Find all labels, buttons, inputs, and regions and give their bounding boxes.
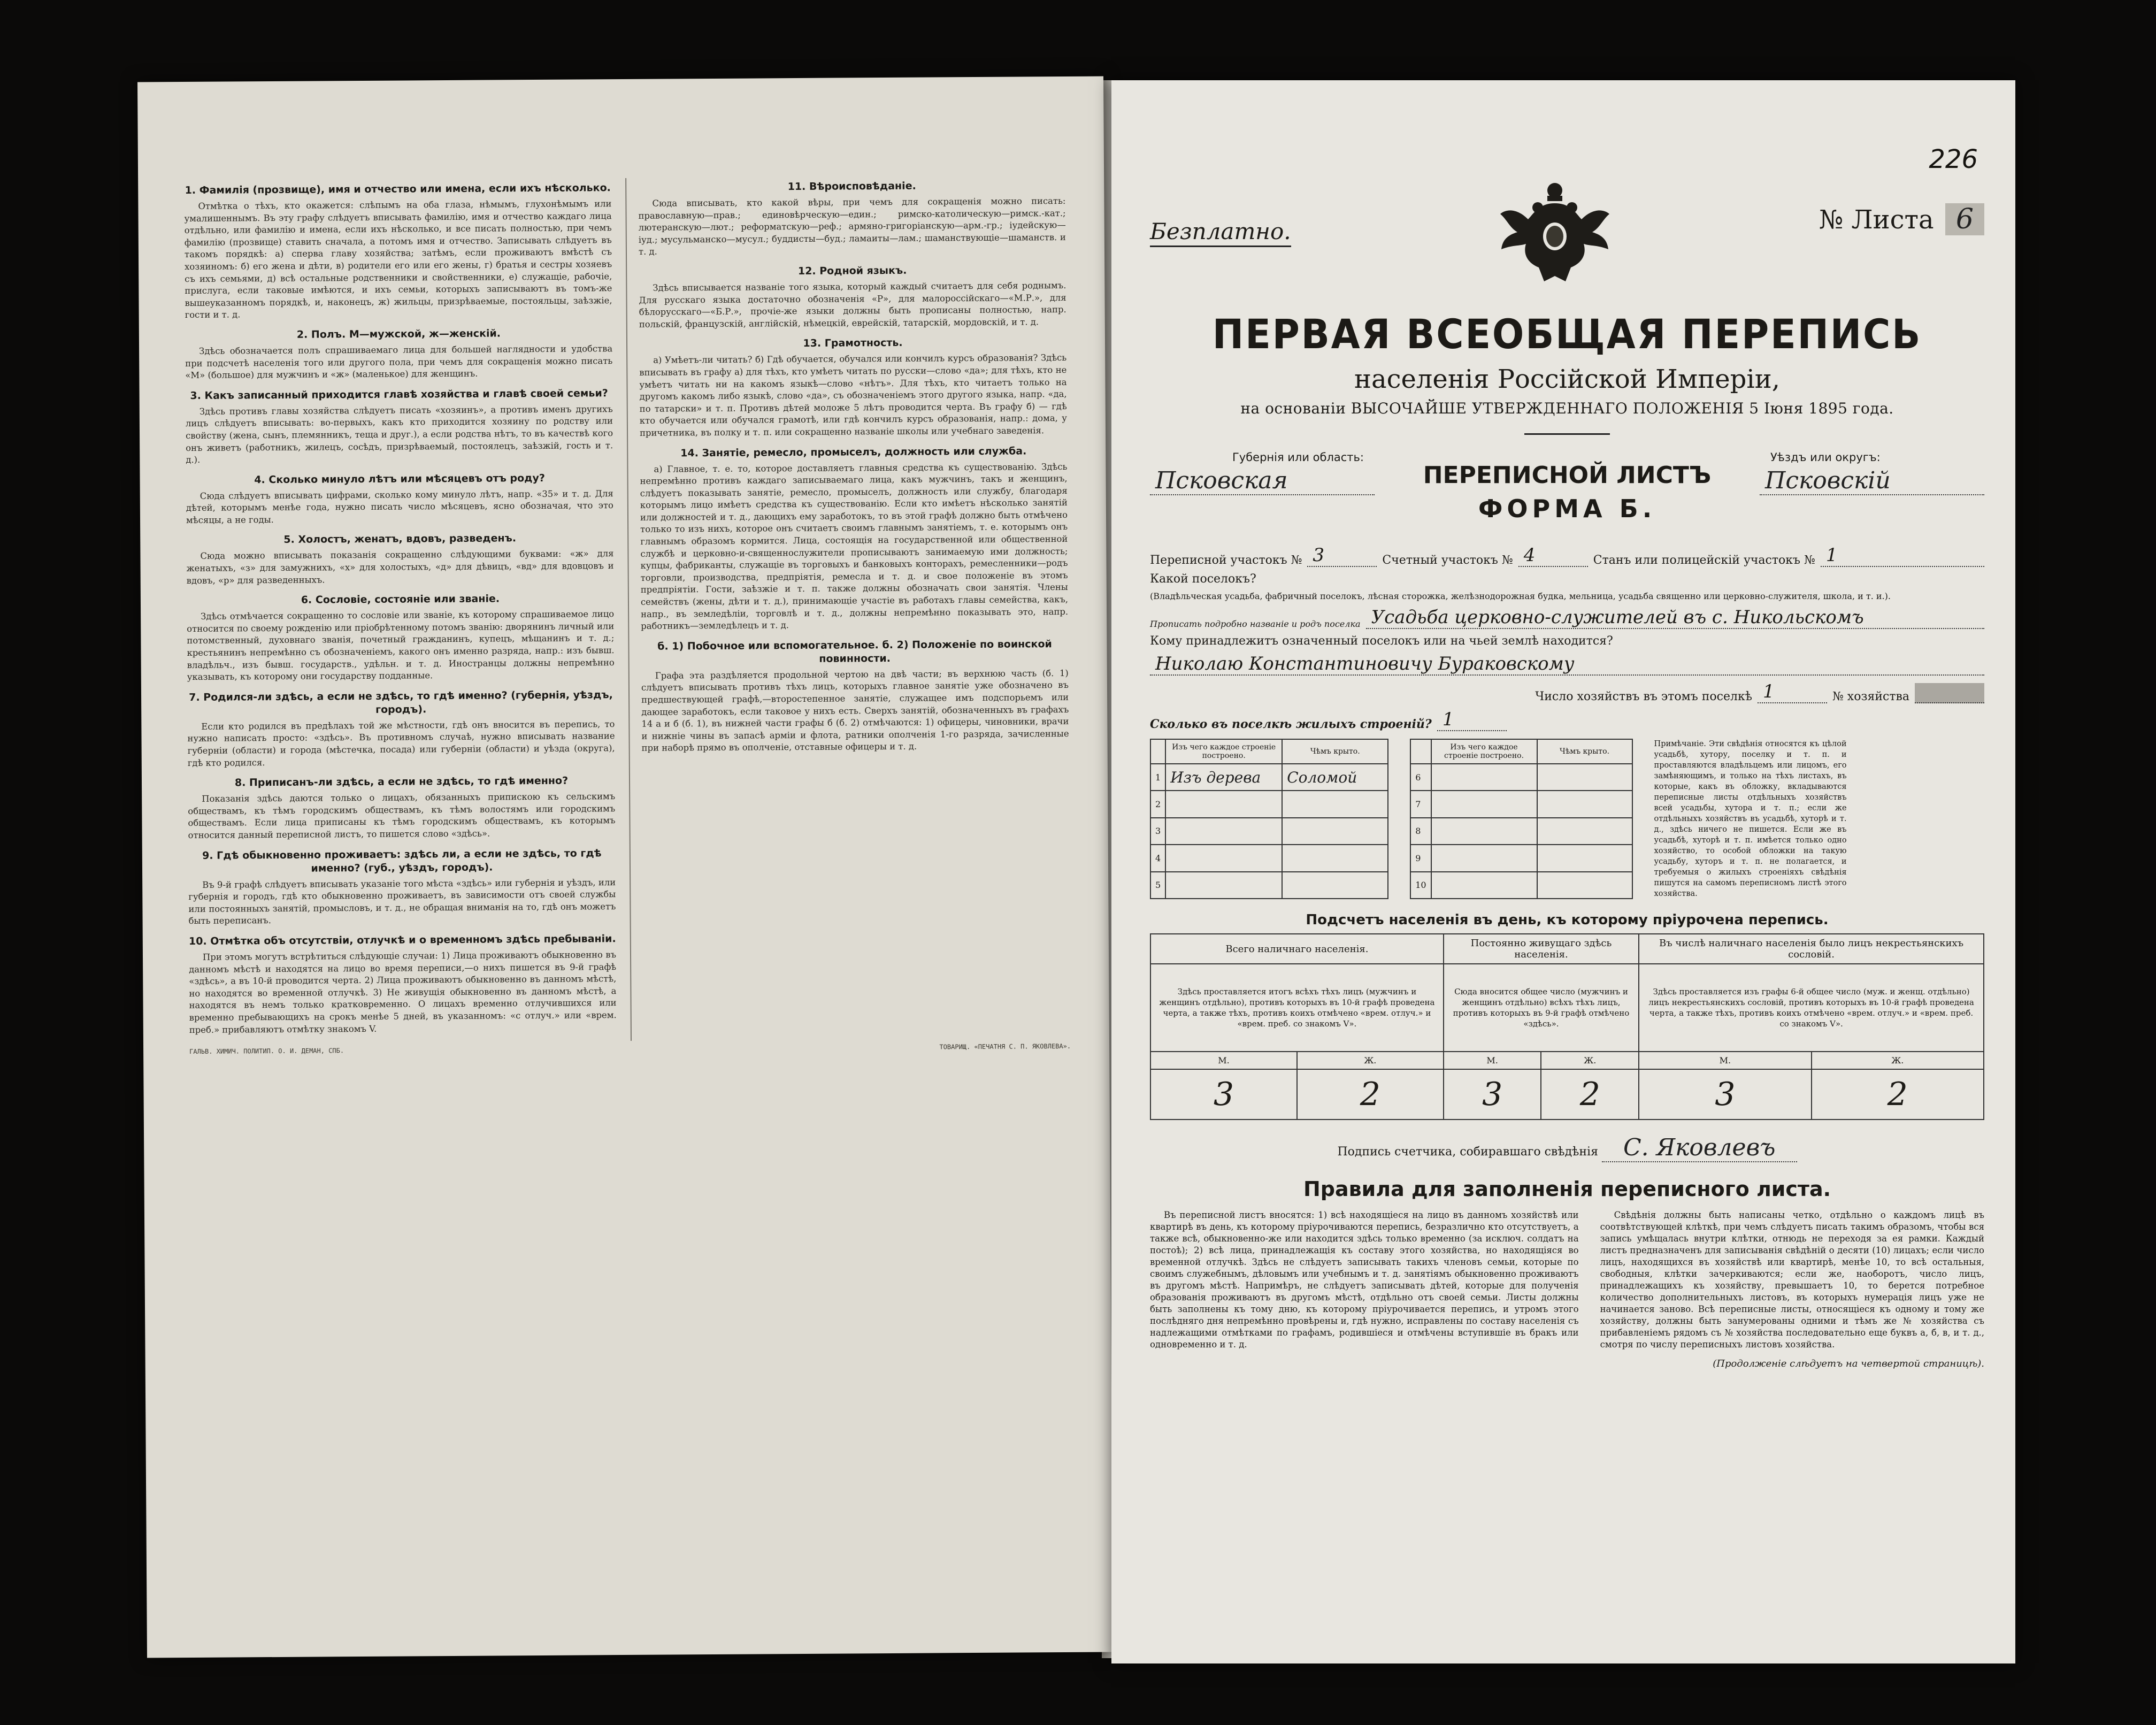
count-desc-resident: Сюда вносится общее число (мужчинъ и женщинъ отдѣльно) всѣхъ тѣхъ лицъ, противъ которыхъ въ 9-й графѣ отмѣчено «здѣсь». — [1444, 964, 1639, 1052]
count-m-label: М. — [1639, 1052, 1811, 1069]
instruction-item — [188, 774, 616, 841]
owner-label: Кому принадлежитъ означенный поселокъ или на чьей землѣ находится? — [1150, 634, 1613, 648]
building-material — [1431, 818, 1537, 845]
building-material — [1165, 818, 1282, 845]
instruction-text: Сюда можно вписывать показанія сокращенно слѣдующими буквами: «ж» для женатыхъ, «з» для замужнихъ, «х» для холостыхъ, «д» для дѣвицъ, «вд» для вдовцовъ и вдовъ, «р» для разведенныхъ. — [186, 548, 614, 586]
instruction-item — [187, 592, 615, 683]
census-area-label: Переписной участокъ № — [1150, 554, 1302, 567]
form-identity — [1150, 451, 1984, 523]
police-area-value: 1 — [1821, 545, 1984, 567]
instruction-heading: 10. Отмѣтка объ отсутствіи, отлучкѣ и о временномъ здѣсь пребываніи. — [188, 933, 616, 947]
instruction-heading: 9. Гдѣ обыкновенно проживаетъ: здѣсь ли, а если не здѣсь, то гдѣ именно? (губ., уѣздъ, городъ). — [202, 847, 602, 875]
sheet-number — [1819, 203, 1984, 235]
building-num: 6 — [1410, 764, 1431, 791]
building-material — [1165, 872, 1282, 899]
instruction-item — [184, 181, 612, 321]
building-num: 1 — [1150, 764, 1165, 791]
buildings-note: Примѣчаніе. Эти свѣдѣнія относятся къ цѣлой усадьбѣ, хутору, поселку и т. п. и проставляются владѣльцемъ или лицомъ, его замѣняющимъ, и только на тѣхъ листахъ, въ которые, какъ въ обложку, вкладываются переписные листы отдѣльныхъ хозяйствъ всей усадьбы, хутора и т. п.; если же отдѣльныхъ хозяйствъ въ усадьбѣ, хуторѣ и т. д., здѣсь ничего не пишется. Если же въ усадьбѣ, хуторѣ и т. п. имѣется только одно хозяйство, то особой обложки на такую усадьбу, хуторъ и т. п. не полагается, и требуемыя о жилыхъ строеніяхъ свѣдѣнія пишутся на самомъ переписномъ листѣ этого хозяйства. — [1654, 740, 1847, 898]
count-value: 3 — [1150, 1069, 1297, 1120]
areas-line — [1150, 545, 1984, 567]
instructions-column-1 — [184, 178, 617, 1044]
instruction-item — [186, 387, 613, 466]
buildings-label: Сколько въ поселкѣ жилыхъ строеній? — [1150, 717, 1432, 731]
building-row — [1410, 791, 1632, 817]
building-roof — [1537, 845, 1632, 871]
census-subtitle: населенія Россійской Имперіи, — [1354, 364, 1780, 394]
instruction-item — [186, 532, 614, 587]
instruction-item — [187, 688, 615, 769]
archive-number: 226 — [1929, 144, 1978, 174]
count-value: 2 — [1297, 1069, 1444, 1120]
instruction-heading: 3. Какъ записанный приходится главѣ хозяйства и главѣ своей семьи? — [190, 387, 608, 402]
instruction-text: Сюда вписывать, кто какой вѣры, при чемъ для сокращенія можно писать: православную—прав.; единовѣрческую—един.; римско-католическую—римск.-кат.; лютеранскую—лют.; реформатскую—реф.; армяно-григоріанскую—арм.-гр.; іудейскую—іуд.; мусульманско—мусул.; буддисты—буд.; ламаиты—лам.; шаманствующіе—шаманств. и т. д. — [638, 195, 1066, 257]
instruction-heading: 11. Вѣроисповѣданіе. — [787, 180, 916, 193]
rules-left-text: Въ переписной листъ вносятся: 1) всѣ находящіеся на лицо въ данномъ хозяйствѣ или квартирѣ въ день, къ которому пріурочиваются перепись, безразлично кто отсутствуетъ, а также всѣ, обыкновенно-же или находится здѣсь только временно (за исключ. солдатъ на постоѣ); 2) всѣ лица, принадлежащія къ составу этого хозяйства, но находящіяся во временной отлучкѣ. Здѣсь не слѣдуетъ записывать такихъ членовъ семьи, которые по своимъ служебнымъ, дѣловымъ или учебнымъ и т. д. занятіямъ обыкновенно проживаютъ въ другомъ мѣстѣ. Напримѣръ, не слѣдуетъ записывать дѣтей, которые для полученія образованія проживаютъ въ другомъ мѣстѣ, отдѣльно отъ своей семьи. Листы должны быть заполнены къ тому дню, къ которому пріурочивается перепись, и утромъ этого послѣдняго дня непремѣнно провѣрены и, гдѣ нужно, исправлены по составу населенія съ надлежащими отмѣтками по графамъ, родившіеся и отмѣчены вступившіе въ бракъ или одновременно и т. д. — [1150, 1210, 1579, 1350]
instruction-heading: 6. Сословіе, состояніе или званіе. — [301, 593, 500, 606]
buildings-num-header-2 — [1410, 739, 1431, 764]
building-roof: Соломой — [1282, 764, 1388, 791]
instruction-text: Здѣсь отмѣчается сокращенно то сословіе или званіе, къ которому спрашиваемое лицо относится по своему рожденію или пріобрѣтенному потомъ званію: дворянинъ личный или потомственный, духовнаго званія, почетный гражданинъ, купецъ, мѣщанинъ и т. д.; крестьянинъ непремѣнно съ обозначеніемъ, какого онъ именно разряда, напр.: изъ бывш. владѣльч., изъ бывш. государств., удѣльн. и т. д. Иностранцы должны непремѣнно указывать, къ которому они государству подданные. — [187, 609, 615, 683]
signature-label: Подпись счетчика, собиравшаго свѣдѣнія — [1337, 1145, 1598, 1159]
building-num: 7 — [1410, 791, 1431, 817]
building-roof — [1537, 764, 1632, 791]
instruction-heading: 14. Занятіе, ремесло, промыселъ, должность или служба. — [680, 444, 1027, 459]
buildings-material-header: Изъ чего каждое строеніе построено. — [1165, 739, 1282, 764]
building-roof — [1537, 872, 1632, 899]
building-material — [1165, 791, 1282, 817]
province-block — [1150, 451, 1375, 495]
count-value: 3 — [1444, 1069, 1541, 1120]
building-material — [1431, 764, 1537, 791]
count-value: 2 — [1541, 1069, 1639, 1120]
building-roof — [1537, 791, 1632, 817]
building-num: 8 — [1410, 818, 1431, 845]
instruction-heading: 5. Холостъ, женатъ, вдовъ, разведенъ. — [283, 532, 517, 546]
buildings-num-header — [1150, 739, 1165, 764]
buildings-section — [1150, 739, 1984, 899]
instruction-heading: 12. Родной языкъ. — [797, 264, 907, 277]
instruction-text: Въ 9-й графѣ слѣдуетъ вписывать указаніе того мѣста «здѣсь» или губернія и уѣздъ, или губернія и городъ, гдѣ кто обыкновенно проживаетъ, въ зависимости отъ своей службы или постоянныхъ занятій, промысловъ, и т. д., не обращая вниманія на то, гдѣ онъ можетъ быть переписанъ. — [188, 877, 616, 926]
building-roof — [1282, 872, 1388, 899]
count-title: Подсчетъ населенія въ день, къ которому пріурочена перепись. — [1306, 912, 1829, 928]
building-num: 9 — [1410, 845, 1431, 871]
building-material — [1431, 845, 1537, 871]
instruction-text: При этомъ могутъ встрѣтиться слѣдующіе случаи: 1) Лица проживаютъ обыкновенно въ данномъ мѣстѣ и находятся на лицо во время переписи,—о нихъ пишется въ 9-й графѣ «здѣсь», а въ 10-й проводится черта. 2) Лица проживаютъ обыкновенно въ данномъ мѣстѣ, но находятся во временной отлучкѣ. 3) Не живущія обыкновенно въ данномъ мѣстѣ, а находятся въ немъ только кратковременно. О лицахъ временно отлучившихся или временно пребывающихъ на срокъ менѣе 5 дней, въ указанномъ: «с отлуч.» или «врем. преб.» прибавляютъ отмѣтку знакомъ V. — [189, 949, 617, 1035]
building-row — [1150, 818, 1388, 845]
building-num: 3 — [1150, 818, 1165, 845]
building-row — [1410, 818, 1632, 845]
instruction-item — [638, 179, 1066, 258]
printer-line — [189, 1042, 1071, 1055]
instruction-text: Сюда слѣдуетъ вписывать цифрами, сколько кому минуло лѣтъ, напр. «35» и т. д. Для дѣтей, которымъ менѣе года, нужно писать число мѣсяцевъ, ясно обозначая, что это мѣсяцы, а не годы. — [186, 488, 613, 525]
building-row — [1410, 872, 1632, 899]
building-row — [1410, 764, 1632, 791]
count-header-resident: Постоянно живущаго здѣсь населенія. — [1444, 934, 1639, 964]
settlement-note: (Владѣльческая усадьба, фабричный поселокъ, лѣсная сторожка, желѣзнодорожная будка, мельница, усадьба священно или церковно-служителя, школа, и т. и.). — [1150, 591, 1891, 601]
building-num: 10 — [1410, 872, 1431, 899]
count-desc-non-peasant: Здѣсь проставляется изъ графы 6-й общее число (муж. и женщ. отдѣльно) лицъ некрестьянскихъ сословій, противъ которыхъ въ 10-й графѣ проведена черта, а также тѣхъ, противъ коихъ отмѣчено «врем. отлуч.» и «врем. преб. со знакомъ V». — [1639, 964, 1984, 1052]
population-count-table — [1150, 933, 1984, 1120]
count-value: 3 — [1639, 1069, 1811, 1120]
instruction-text: Здѣсь противъ главы хозяйства слѣдуетъ писать «хозяинъ», а противъ именъ другихъ лицъ слѣдуетъ вписывать: во-первыхъ, какъ кто приходится хозяину по родству или свойству (жена, сынъ, племянникъ, теща и друг.), а если родства нѣтъ, то въ качествѣ кого онъ живетъ (работникъ, жилецъ, сосѣдъ, призрѣваемый, постоялецъ, заѣзжій, гость и т. д.). — [185, 403, 613, 465]
rules-title: Правила для заполненія переписного листа. — [1303, 1177, 1831, 1201]
instruction-text: Здѣсь вписывается названіе того языка, который каждый считаетъ для себя роднымъ. Для русскаго языка достаточно обозначенія «Р», для малороссійскаго—«М.Р.», для бѣлорусскаго—«Б.Р.», прочіе-же языки должны быть прописаны полностью, напр. польскій, французскій, англійскій, нѣмецкій, еврейскій, татарскій, мордовскій, и т. д. — [639, 280, 1067, 329]
building-roof — [1282, 818, 1388, 845]
building-num: 5 — [1150, 872, 1165, 899]
instruction-text: а) Главное, т. е. то, которое доставляетъ главныя средства къ существованію. Здѣсь непремѣнно противъ каждаго записываемаго лица, какъ мужчинъ, такъ и женщинъ, слѣдуетъ показывать занятіе, ремесло, промыселъ, должность или службу, благодаря которымъ лицо имѣетъ средства къ существованію. Если кто имѣетъ нѣсколько занятій или должностей и т. д., дающихъ ему заработокъ, то въ этой графѣ должно быть отмѣчено только то изъ нихъ, которое онъ считаетъ своимъ главнымъ занятіемъ, т. е. которымъ онъ главнымъ образомъ кормится. Лица, состоящія на государственной или общественной службѣ и церковно-и-священнослужители прописываютъ занимаемую ими должность; купцы, фабриканты, служащіе въ торговыхъ и банковыхъ конторахъ, ремесленники—родъ торговли, производства, предпріятія, ремесла и т. д. и свое положеніе въ этомъ предпріятіи. Гости, заѣзжіе и т. п. также должны обозначать свои занятія. Члены семействъ (жены, дѣти и т. д.), принимающіе участіе въ работахъ главы семейства, какъ, напр., въ земледѣліи, торговлѣ и т. д., должны непремѣнно показывать это, напр. работникъ—земледѣлецъ и т. д. — [640, 461, 1069, 632]
owner-value: Николаю Константиновичу Бураковскому — [1150, 653, 1984, 676]
building-roof — [1537, 818, 1632, 845]
signature-value: С. Яковлевъ — [1602, 1134, 1797, 1162]
instructions-columns — [184, 175, 1071, 1044]
count-f-label: Ж. — [1541, 1052, 1639, 1069]
building-material: Изъ дерева — [1165, 764, 1282, 791]
count-desc-total: Здѣсь проставляется итогъ всѣхъ тѣхъ лицъ (мужчинъ и женщинъ отдѣльно), противъ которыхъ въ 10-й графѣ проведена черта, а также тѣхъ, противъ коихъ отмѣчено «врем. отлуч.» и «врем. преб. со знакомъ V». — [1150, 964, 1444, 1052]
instructions-page — [137, 76, 1113, 1658]
building-row — [1150, 764, 1388, 791]
count-f-label: Ж. — [1297, 1052, 1444, 1069]
instruction-item — [640, 444, 1068, 632]
printer-right: ТОВАРИЩ. «ПЕЧАТНЯ С. П. ЯКОВЛЕВА». — [939, 1042, 1071, 1051]
count-value: 2 — [1812, 1069, 1984, 1120]
divider — [1524, 433, 1610, 435]
district-block — [1760, 451, 1984, 495]
instruction-text: Здѣсь обозначается полъ спрашиваемаго лица для большей наглядности и удобства при подсчетѣ населенія того или другого пола, при чемъ для сокращенія можно писать «М» (большое) для мужчинъ и «ж» (маленькое) для женщинъ. — [185, 343, 613, 381]
census-area-value: 3 — [1307, 545, 1377, 567]
building-material — [1165, 845, 1282, 871]
enumerator-signature-line — [1150, 1134, 1984, 1161]
household-number-value — [1915, 683, 1984, 703]
count-f-label: Ж. — [1812, 1052, 1984, 1069]
building-roof — [1282, 791, 1388, 817]
province-value: Псковская — [1150, 467, 1375, 495]
instruction-text: Показанія здѣсь даются только о лицахъ, обязанныхъ припискою къ сельскимъ обществамъ, къ тѣмъ городскимъ обществамъ, къ тѣмъ волостямъ или городскимъ обществамъ. Если лица приписаны къ тѣмъ городскимъ обществамъ, къ которымъ относится данный переписной листъ, то пишется слово «здѣсь». — [188, 791, 616, 840]
buildings-material-header-2: Изъ чего каждое строеніе построено. — [1431, 739, 1537, 764]
settlement-label: Какой поселокъ? — [1150, 572, 1256, 586]
instruction-heading: 8. Приписанъ-ли здѣсь, а если не здѣсь, то гдѣ именно? — [234, 775, 569, 789]
imperial-eagle-emblem — [1496, 177, 1614, 289]
instruction-item — [639, 335, 1067, 439]
buildings-roof-header: Чѣмъ крыто. — [1282, 739, 1388, 764]
instruction-heading: 7. Родился-ли здѣсь, а если не здѣсь, то гдѣ именно? (губернія, уѣздъ, городъ). — [189, 688, 613, 716]
buildings-line — [1150, 709, 1984, 731]
building-num: 2 — [1150, 791, 1165, 817]
instruction-item — [639, 263, 1067, 331]
household-number-label: № хозяйства — [1832, 690, 1909, 703]
census-basis: на основаніи ВЫСОЧАЙШЕ УТВЕРЖДЕННАГО ПОЛОЖЕНІЯ 5 Іюня 1895 года. — [1240, 400, 1894, 417]
instruction-heading: 1. Фамилія (прозвище), имя и отчество или имена, если ихъ нѣсколько. — [185, 182, 611, 197]
instruction-item — [189, 932, 617, 1036]
instruction-heading: 2. Полъ. М—мужской, ж—женскій. — [296, 327, 501, 341]
sheet-value: 6 — [1945, 203, 1984, 235]
owner-line — [1150, 634, 1984, 648]
instruction-text: Если кто родился въ предѣлахъ той же мѣстности, гдѣ онъ вносится въ перепись, то нужно написать просто: «здѣсь». Въ противномъ случаѣ, нужно вписывать название губерніи (области) и города (мѣстечка, посада) или губерніи (области) и уѣзда (округа), гдѣ кто родился. — [187, 718, 615, 768]
form-header-row — [1150, 177, 1984, 289]
instruction-item — [186, 471, 613, 527]
buildings-value: 1 — [1437, 709, 1507, 731]
continued-note: (Продолженіе слѣдуетъ на четвертой страницѣ). — [1713, 1358, 1984, 1369]
settlement-instruction: Прописать подробно названіе и родъ поселка — [1150, 619, 1361, 629]
counting-area-value: 4 — [1518, 545, 1588, 567]
printer-left: ГАЛЬВ. ХИМИЧ. ПОЛИТИП. О. И. ДЕМАН, СПБ. — [189, 1047, 344, 1056]
count-m-label: М. — [1444, 1052, 1541, 1069]
building-material — [1431, 791, 1537, 817]
building-material — [1431, 872, 1537, 899]
district-value: Псковскій — [1760, 467, 1984, 495]
building-roof — [1282, 845, 1388, 871]
instruction-text: Отмѣтка о тѣхъ, кто окажется: слѣпымъ на оба глаза, нѣмымъ, глухонѣмымъ или умалишеннымъ. Въ эту графу слѣдуетъ вписывать фамилію, имя и отчество каждаго лица отдѣльно, или фамилію и имена, если ихъ нѣсколько, и все писать полностью, при чемъ фамилію (прозвище) ставить сначала, а потомъ имя и отчество. Записывать слѣдуетъ въ такомъ порядкѣ: а) сперва главу хозяйства; затѣмъ, если проживаютъ вмѣстѣ съ хозяиномъ: б) его жена и дѣти, в) родители его или его жены, г) братья и сестры хозяевъ съ ихъ семьями, д) всѣ остальные родственники и свойственники, е) служащіе, рабочіе, прислуга, если таковые имѣются, и ихъ семьи, которыхъ записываютъ въ томъ-же вышеуказанномъ порядкѣ, и, наконецъ, ж) жильцы, призрѣваемые, постояльцы, заѣзжіе, гости и т. д. — [184, 198, 612, 320]
count-header-total: Всего наличнаго населенія. — [1150, 934, 1444, 964]
form-title — [1375, 451, 1760, 523]
province-label: Губернія или область: — [1232, 451, 1364, 464]
census-title: ПЕРВАЯ ВСЕОБЩАЯ ПЕРЕПИСЬ — [1212, 310, 1922, 358]
buildings-table-right — [1410, 739, 1632, 899]
instruction-heading: б. 1) Побочное или вспомогательное. б. 2) Положеніе по воинской повинности. — [657, 638, 1052, 665]
sheet-label: № Листа — [1819, 205, 1934, 235]
settlement-value: Усадьба церковно-служителей въ с. Никольскомъ — [1366, 607, 1984, 629]
census-form-page — [1111, 80, 2015, 1663]
building-row — [1410, 845, 1632, 871]
instruction-item — [641, 638, 1069, 755]
instruction-item — [188, 847, 616, 927]
households-label: Число хозяйствъ въ этомъ поселкѣ — [1535, 690, 1752, 703]
rules-columns — [1150, 1209, 1984, 1351]
buildings-table-left — [1150, 739, 1388, 899]
police-area-label: Станъ или полицейскій участокъ № — [1593, 554, 1815, 567]
rules-right-text: Свѣдѣнія должны быть написаны четко, отдѣльно о каждомъ лицѣ въ соотвѣтствующей клѣткѣ, при чемъ слѣдуетъ писать такимъ образомъ, чтобы вся запись умѣщалась внутри клѣтки, отнюдь не переходя за ея рамки. Каждый листъ предназначенъ для записыванія свѣдѣній о десяти (10) лицахъ; если число лицъ, находящихся въ хозяйствѣ или квартирѣ, менѣе 10, то всѣ остальныя, свободныя, клѣтки зачеркиваются; если же, наоборотъ, число лицъ, принадлежащихъ къ хозяйству, превышаетъ 10, то берется потребное количество дополнительныхъ листовъ, въ которыхъ нумерація лицъ уже не начинается заново. Всѣ переписные листы, относящіеся къ одному и тому же хозяйству, должны быть занумерованы одними и тѣмъ же № хозяйства съ прибавленіемъ рядомъ съ № хозяйства последовательно еще буквъ а, б, в, и т. д., смотря по числу переписныхъ листовъ хозяйства. — [1600, 1210, 1984, 1350]
form-title-line-2: ФОРМА Б. — [1478, 494, 1656, 523]
form-title-line-1: ПЕРЕПИСНОЙ ЛИСТЪ — [1423, 462, 1712, 489]
buildings-roof-header-2: Чѣмъ крыто. — [1537, 739, 1632, 764]
free-label: Безплатно. — [1150, 218, 1291, 247]
count-header-non-peasant: Въ числѣ наличнаго населенія было лицъ некрестьянскихъ сословій. — [1639, 934, 1984, 964]
instructions-column-2 — [625, 175, 1071, 1041]
building-row — [1150, 872, 1388, 899]
instruction-heading: 4. Сколько минуло лѣтъ или мѣсяцевъ отъ роду? — [254, 472, 545, 486]
owner-value-line — [1150, 653, 1984, 676]
building-row — [1150, 791, 1388, 817]
households-line — [1150, 681, 1984, 703]
building-row — [1150, 845, 1388, 871]
instruction-text: а) Умѣетъ-ли читать? б) Гдѣ обучается, обучался или кончилъ курсъ образованія? Здѣсь вписывать въ графу а) для тѣхъ, кто умѣетъ читать по русски—слово «да»; для тѣхъ, кто не умѣетъ читать ни на какомъ языкѣ—слово «нѣтъ». Для тѣхъ, кто читаетъ только на другомъ какомъ либо языкѣ, слово «да», съ обозначеніемъ этого другого языка, напр. «да, по татарски» и т. п. Противъ дѣтей моложе 5 лѣтъ проводится черта. Въ графу б) — гдѣ кто обучается или обучался грамотѣ, или гдѣ кончилъ курсъ образованія, напр.: дома, у причетника, въ полку и т. п. или сокращенно названіе школы или учебнаго заведенія. — [639, 352, 1067, 438]
instruction-item — [185, 326, 613, 382]
settlement-value-line — [1150, 607, 1984, 629]
households-value: 1 — [1758, 681, 1827, 703]
instruction-text: Графа эта раздѣляется продольной чертою на двѣ части; въ верхнюю часть (б. 1) слѣдуетъ вписывать противъ тѣхъ лицъ, которыхъ главное занятіе уже обозначено въ предшествующей графѣ,—второстепенное занятіе, служащее имъ подспорьемъ или дающее заработокъ, если таковое у нихъ есть. Сверхъ занятій, обозначенныхъ въ графахъ 14 а и б (б. 1), въ нижней части графы б (б. 2) отмѣчаются: 1) офицеры, чиновники, врачи и нижніе чины въ запасѣ арміи и флота, ратники ополченія 1-го разряда, зачисленные при наборѣ прямо въ ополченіе, отставные офицеры и т. д. — [641, 668, 1069, 754]
settlement-line — [1150, 572, 1984, 601]
district-label: Уѣздъ или округъ: — [1770, 451, 1881, 464]
building-num: 4 — [1150, 845, 1165, 871]
count-m-label: М. — [1150, 1052, 1297, 1069]
counting-area-label: Счетный участокъ № — [1382, 554, 1513, 567]
instruction-heading: 13. Грамотность. — [803, 337, 903, 350]
